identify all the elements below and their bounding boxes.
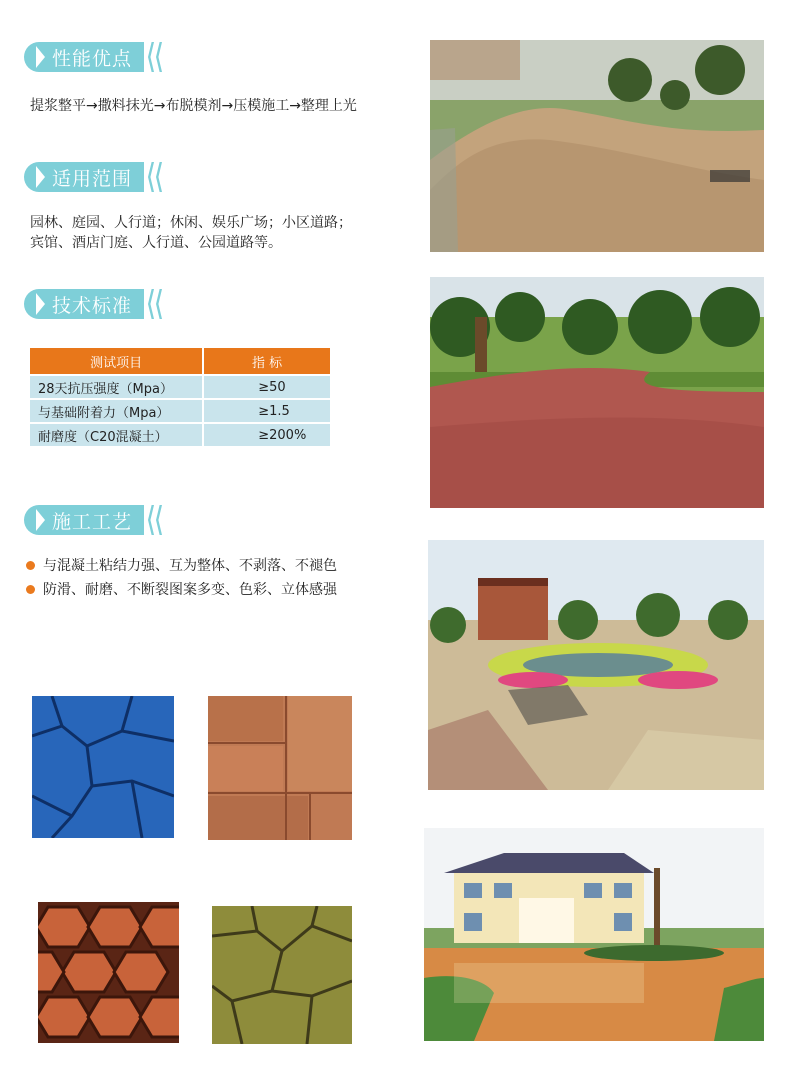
chevron-icon [146,162,162,192]
bullet-text: 与混凝土粘结力强、互为整体、不剥落、不褪色 [43,558,337,574]
table-cell: 28天抗压强度（Mpa） [30,375,203,399]
chevron-icon [146,289,162,319]
bullet-dot-icon [26,585,35,594]
section-header-process [24,503,162,537]
table-cell: 与基础附着力（Mpa） [30,399,203,423]
table-header-value: 指 标 [203,348,331,375]
chevron-icon [146,505,162,535]
photo-plaza [428,540,764,790]
section-title: 技术标准 [24,289,144,319]
photo-winding-path [430,40,764,252]
section-title: 施工工艺 [24,505,144,535]
section-header-scope [24,160,162,194]
table-row [30,375,331,399]
bullet-text: 防滑、耐磨、不断裂图案多变、色彩、立体感强 [43,582,337,598]
process-steps-text: 提浆整平→撒料抹光→布脱模剂→压模施工→整理上光 [30,98,357,114]
table-header-item: 测试项目 [30,348,203,375]
table-cell: 耐磨度（C20混凝土） [30,423,203,446]
section-header-standards [24,287,162,321]
section-title: 适用范围 [24,162,144,192]
bullet-dot-icon [26,561,35,570]
photo-red-road [430,277,764,508]
photo-villa [424,828,764,1041]
texture-tile-blue [32,696,174,838]
table-row [30,399,331,423]
chevron-icon [146,42,162,72]
section-header-advantages [24,40,162,74]
table-row [30,423,331,446]
scope-line-1: 园林、庭园、人行道；休闲、娱乐广场；小区道路； [30,215,352,231]
table-cell: ≥1.5 [203,399,331,423]
texture-tile-olive [212,906,352,1044]
table-cell: ≥50 [203,375,331,399]
spec-table [30,348,332,446]
section-title: 性能优点 [24,42,144,72]
table-cell: ≥200% [203,423,331,446]
feature-bullet [26,555,337,575]
scope-line-2: 宾馆、酒店门庭、人行道、公园道路等。 [30,235,282,251]
texture-tile-hexagon [38,902,179,1043]
feature-bullet [26,579,337,599]
texture-tile-terracotta [208,696,352,840]
